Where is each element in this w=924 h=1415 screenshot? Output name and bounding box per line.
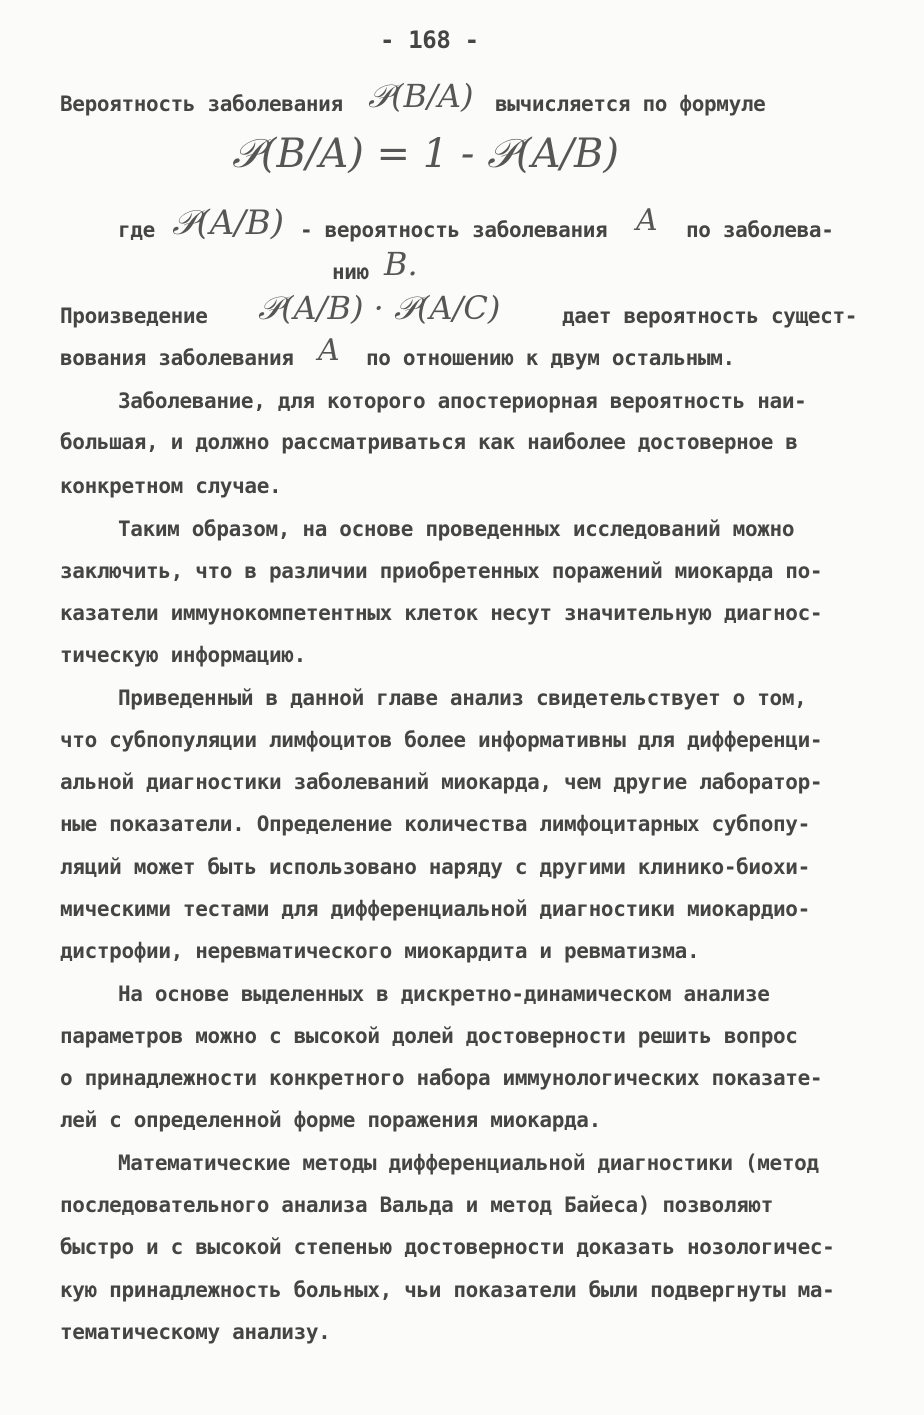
paragraph-line: параметров можно с высокой долей достоверности решить вопрос [60,1024,798,1048]
text-line: Произведение [60,304,208,328]
paragraph-line: На основе выделенных в дискретно-динамическом анализе [118,982,770,1006]
text-line: по отношению к двум остальным. [366,346,735,370]
paragraph-line: тическую информацию. [60,643,306,667]
paragraph-line: Заболевание, для которого апостериорная вероятность наи- [118,389,807,413]
text-line: дает вероятность сущест- [562,304,858,328]
paragraph-line: лей с определенной форме поражения миокарда. [60,1108,601,1132]
paragraph-line: Таким образом, на основе проведенных исследований можно [118,517,795,541]
text-line: нию [332,260,369,284]
handwritten-product: 𝒫(A/B) · 𝒫(A/C) [258,289,501,327]
paragraph-line: о принадлежности конкретного набора иммунологических показате- [60,1066,823,1090]
paragraph-line: быстро и с высокой степенью достоверности доказать нозологичес- [60,1235,835,1259]
paragraph-line: тематическому анализу. [60,1320,331,1344]
handwritten-letter-a: A [318,333,340,368]
page-number: - 168 - [380,26,479,54]
paragraph-line: Математические методы дифференциальной диагностики (метод [118,1151,819,1175]
text-line: по заболева- [686,218,834,242]
handwritten-p-a-b: 𝒫(A/B) [172,203,285,243]
handwritten-letter-b: B. [384,245,418,283]
text-line: вования заболевания [60,346,294,370]
paragraph-line: Приведенный в данной главе анализ свидетельствует о том, [118,686,807,710]
paragraph-line: казатели иммунокомпетентных клеток несут значительную диагнос- [60,601,823,625]
paragraph-line: дистрофии, неревматического миокардита и ревматизма. [60,939,700,963]
text-line: Вероятность заболевания [60,92,343,116]
paragraph-line: кую принадлежность больных, чьи показатели были подвергнуты ма- [60,1278,835,1302]
paragraph-line: мическими тестами для дифференциальной диагностики миокардио- [60,897,810,921]
handwritten-p-b-a: 𝒫(B/A) [368,77,474,115]
paragraph-line: конкретном случае. [60,474,282,498]
paragraph-line: большая, и должно рассматриваться как наиболее достоверное в [60,430,798,454]
text-line: вычисляется по формуле [495,92,766,116]
paragraph-line: последовательного анализа Вальда и метод Байеса) позволяют [60,1193,773,1217]
paragraph-line: ляций может быть использовано наряду с другими клинико-биохи- [60,855,810,879]
paragraph-line: что субпопуляции лимфоцитов более информативны для дифференци- [60,728,823,752]
paragraph-line: альной диагностики заболеваний миокарда, чем другие лаборатор- [60,770,823,794]
handwritten-formula: 𝒫(B/A) = 1 - 𝒫(A/B) [232,131,619,177]
text-line: - вероятность заболевания [300,218,608,242]
handwritten-letter-a: A [636,203,658,238]
paragraph-line: заключить, что в различии приобретенных поражений миокарда по- [60,559,823,583]
text-line: где [118,218,155,242]
paragraph-line: ные показатели. Определение количества лимфоцитарных субпопу- [60,812,810,836]
